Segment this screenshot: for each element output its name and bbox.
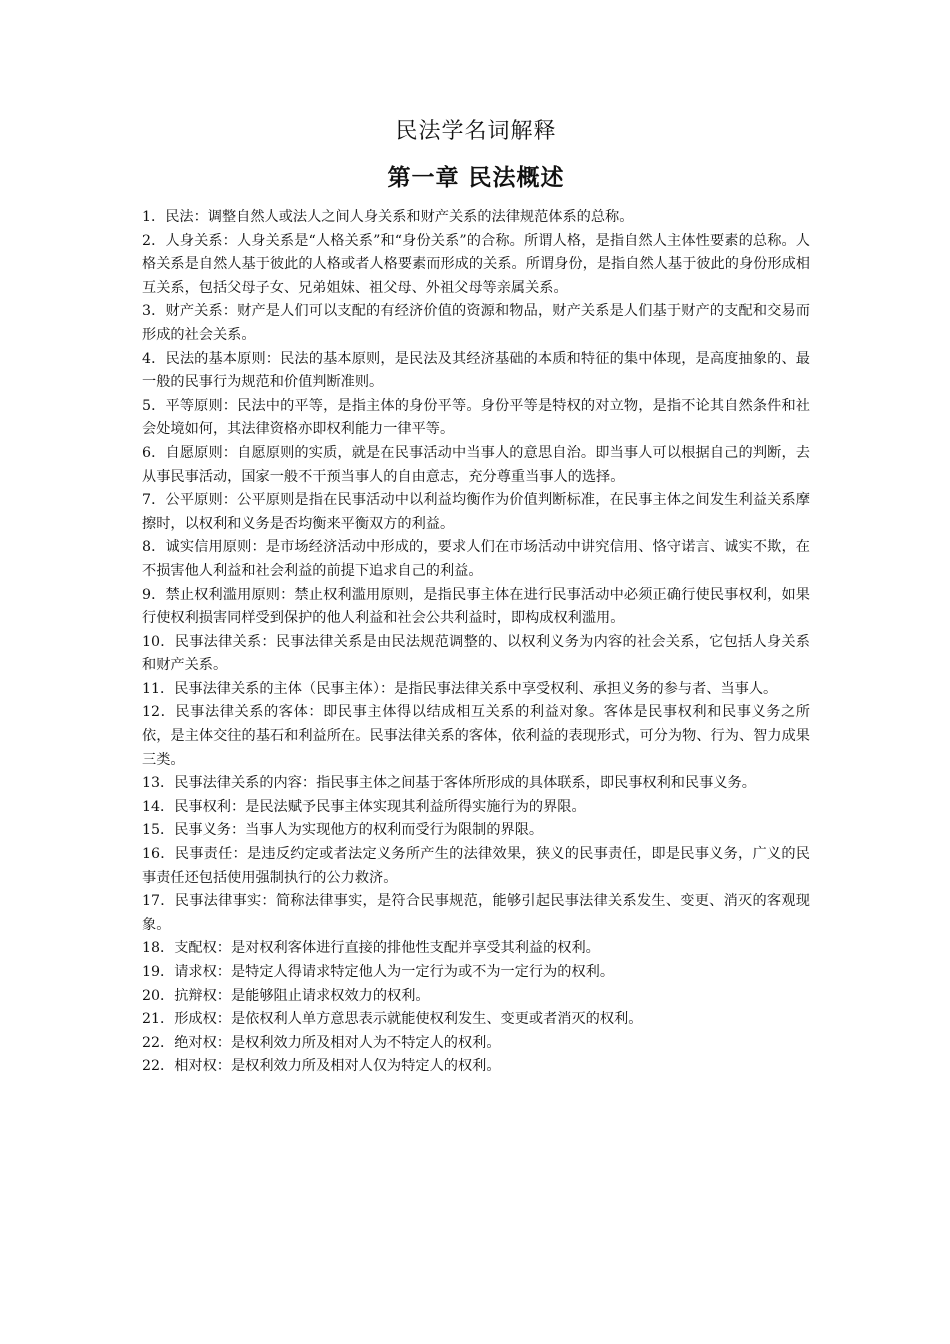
definition-entry: 13．民事法律关系的内容：指民事主体之间基于客体所形成的具体联系，即民事权利和民事义务。: [142, 775, 756, 792]
definition-entry: 18．支配权：是对权利客体进行直接的排他性支配并享受其利益的权利。: [142, 940, 600, 957]
definition-entry: 9．禁止权利滥用原则：禁止权利滥用原则，是指民事主体在进行民事活动中必须正确行使民事权利，如果行使权利损害同样受到保护的他人利益和社会公共利益时，即构成权利滥用。: [142, 586, 810, 627]
definition-entry: 12．民事法律关系的客体：即民事主体得以结成相互关系的利益对象。客体是民事权利和民事义务之所依，是主体交往的基石和利益所在。民事法律关系的客体，依利益的表现形式，可分为物、行为、智力成果三类。: [142, 704, 810, 768]
definition-entry: 17．民事法律事实：简称法律事实，是符合民事规范，能够引起民事法律关系发生、变更、消灭的客观现象。: [142, 893, 810, 933]
chapter-title: 第一章 民法概述: [387, 165, 565, 191]
definition-entry: 16．民事责任：是违反约定或者法定义务所产生的法律效果，狭义的民事责任，即是民事义务，广义的民事责任还包括使用强制执行的公力救济。: [142, 846, 810, 886]
definition-entry: 22．绝对权：是权利效力所及相对人为不特定人的权利。: [142, 1034, 501, 1051]
definition-entry: 21．形成权：是依权利人单方意思表示就能使权利发生、变更或者消灭的权利。: [142, 1011, 643, 1028]
definition-entry: 20．抗辩权：是能够阻止请求权效力的权利。: [142, 987, 430, 1004]
definition-list: [142, 206, 810, 1079]
definition-entry: 4．民法的基本原则：民法的基本原则，是民法及其经济基础的本质和特征的集中体现，是高度抽象的、最一般的民事行为规范和价值判断准则。: [142, 350, 810, 391]
definition-entry: 15．民事义务：当事人为实现他方的权利而受行为限制的界限。: [142, 822, 544, 839]
definition-entry: 14．民事权利：是民法赋予民事主体实现其利益所得实施行为的界限。: [142, 798, 586, 815]
definition-entry: 10．民事法律关系：民事法律关系是由民法规范调整的、以权利义务为内容的社会关系，它包括人身关系和财产关系。: [142, 633, 810, 674]
definition-entry: 6．自愿原则：自愿原则的实质，就是在民事活动中当事人的意思自治。即当事人可以根据自己的判断，去从事民事活动，国家一般不干预当事人的自由意志，充分尊重当事人的选择。: [142, 444, 810, 485]
definition-entry: 8．诚实信用原则：是市场经济活动中形成的，要求人们在市场活动中讲究信用、恪守诺言、诚实不欺，在不损害他人利益和社会利益的前提下追求自己的利益。: [142, 539, 810, 579]
document-page: [142, 110, 810, 1079]
document-title: 民法学名词解释: [395, 119, 557, 144]
definition-entry: 22．相对权：是权利效力所及相对人仅为特定人的权利。: [142, 1058, 501, 1075]
definition-entry: 19．请求权：是特定人得请求特定他人为一定行为或不为一定行为的权利。: [142, 964, 615, 980]
definition-entry: 7．公平原则：公平原则是指在民事活动中以利益均衡作为价值判断标准，在民事主体之间发生利益关系摩擦时，以权利和义务是否均衡来平衡双方的利益。: [142, 492, 810, 532]
definition-entry: 3．财产关系：财产是人们可以支配的有经济价值的资源和物品，财产关系是人们基于财产的支配和交易而形成的社会关系。: [142, 303, 810, 343]
definition-entry: 5．平等原则：民法中的平等，是指主体的身份平等。身份平等是特权的对立物，是指不论其自然条件和社会处境如何，其法律资格亦即权利能力一律平等。: [142, 397, 810, 438]
definition-entry: 2．人身关系：人身关系是“人格关系”和“身份关系”的合称。所谓人格，是指自然人主体性要素的总称。人格关系是自然人基于彼此的人格或者人格要素而形成的关系。所谓身份，是指自然人基于彼此的身份形成相互关系，包括父母子女、兄弟姐妹、祖父母、外祖父母等亲属关系。: [142, 232, 810, 296]
definition-entry: 1．民法：调整自然人或法人之间人身关系和财产关系的法律规范体系的总称。: [142, 209, 634, 225]
definition-entry: 11．民事法律关系的主体（民事主体）：是指民事法律关系中享受权利、承担义务的参与者、当事人。: [142, 680, 778, 697]
